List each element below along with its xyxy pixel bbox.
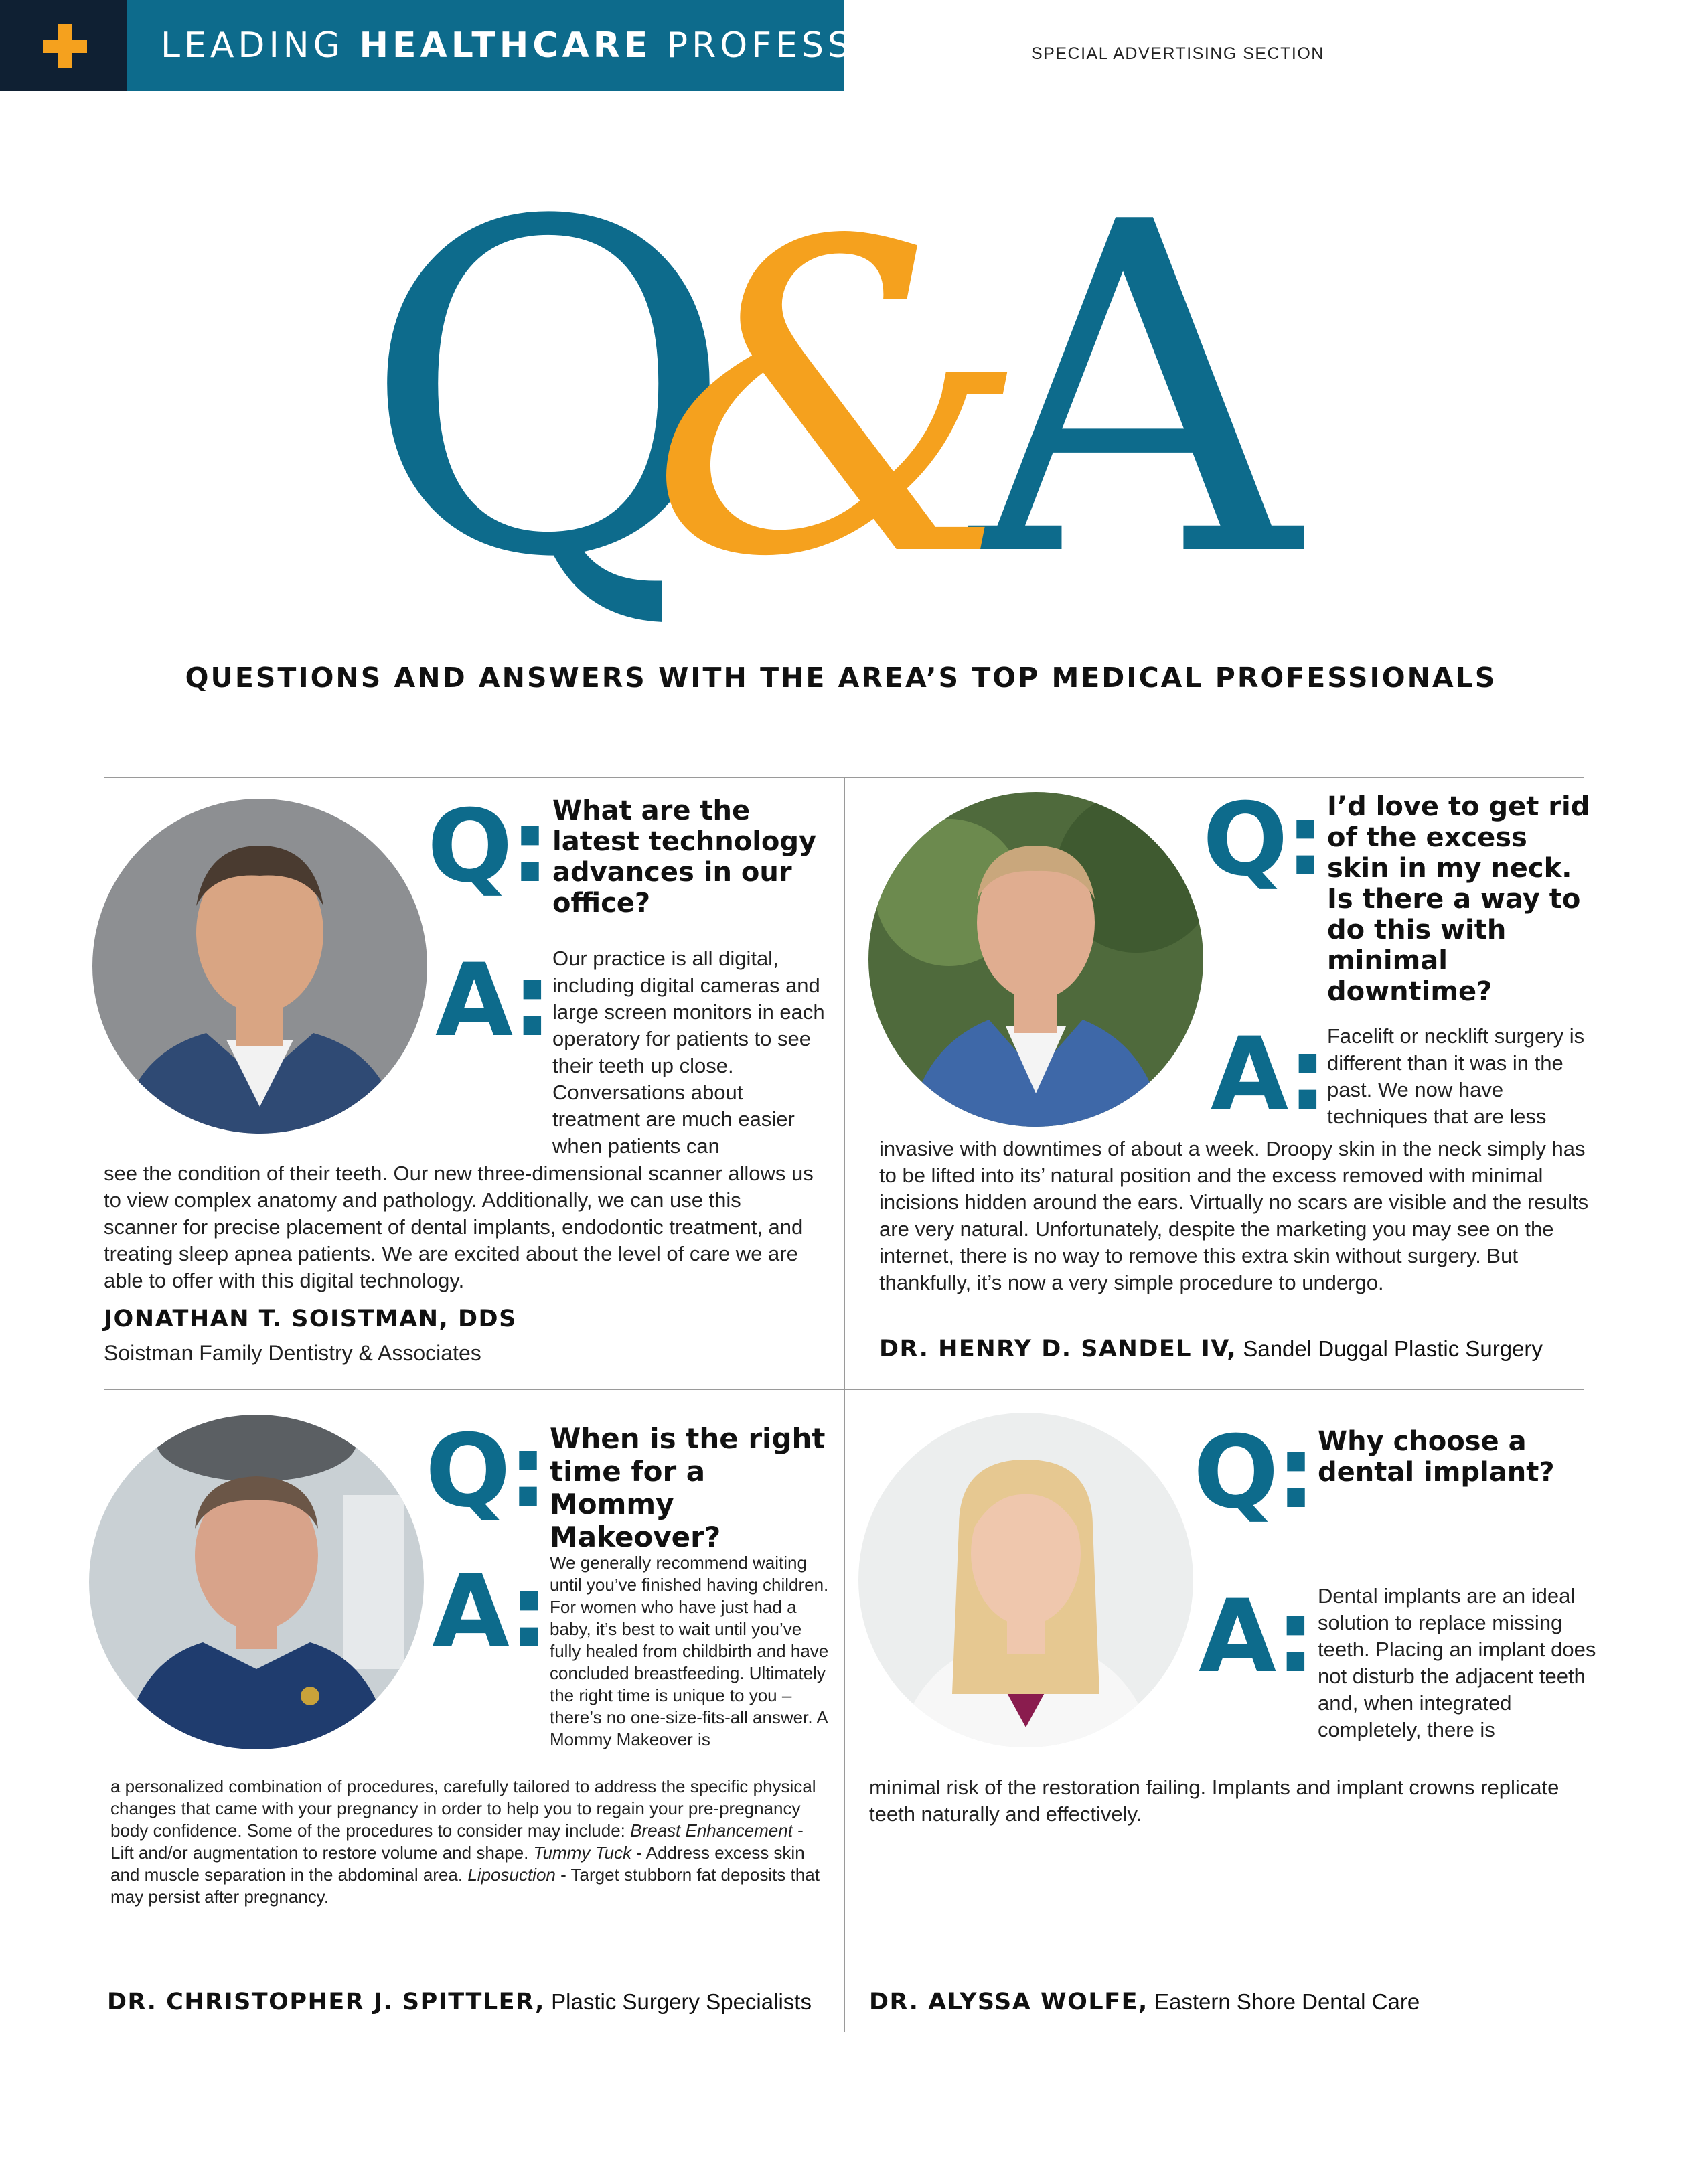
q-label: Q:: [427, 789, 548, 905]
header-band: [127, 0, 1007, 91]
question-2: I’d love to get rid of the excess skin in my neck. Is there a way to do this with minimal downtime?: [1327, 791, 1590, 1007]
practice-name-4: Eastern Shore Dental Care: [1154, 1989, 1420, 2014]
plus-icon-bar: [43, 40, 87, 53]
question-1: What are the latest technology advances in our office?: [552, 795, 817, 919]
answer-2-rest: invasive with downtimes of about a week. Droopy skin in the neck simply has to be lifted into its’ natural position and the excess removed with minimal incisions hidden around the ears. Virtually no scars are visible and the results are very natural. Unfortunately, despite the marketing you may see on the internet, there is no way to remove this extra skin without surgery. But thankfully, it’s now a very simple procedure to undergo.: [879, 1137, 1589, 1294]
doctor-photo-sandel: [868, 792, 1203, 1127]
question-3: When is the right time for a Mommy Makeover?: [550, 1422, 826, 1553]
q-label: Q:: [1193, 1415, 1314, 1531]
doctor-photo-spittler: [89, 1415, 424, 1749]
doctor-name-3: DR. CHRISTOPHER J. SPITTLER, Plastic Surgery Specialists: [107, 1988, 812, 2015]
logo-q: Q: [362, 201, 735, 629]
doctor-name-1: JONATHAN T. SOISTMAN, DDS: [104, 1306, 517, 1332]
a-label: A:: [432, 1554, 546, 1670]
a-label: A:: [435, 943, 550, 1059]
logo-ampersand: &: [649, 201, 1031, 629]
page-subtitle: QUESTIONS AND ANSWERS WITH THE AREA’S TOP MEDICAL PROFESSIONALS: [185, 661, 1497, 694]
doctor-name-2: DR. HENRY D. SANDEL IV, Sandel Duggal Plastic Surgery: [879, 1336, 1543, 1362]
a-label: A:: [1211, 1016, 1325, 1133]
answer-4-rest: minimal risk of the restoration failing. Implants and implant crowns replicate teeth naturally and effectively.: [869, 1776, 1559, 1826]
section-title: LEADING HEALTHCARE PROFESSIONALS: [161, 25, 1007, 66]
q-label: Q:: [1203, 782, 1323, 899]
answer-3-top: We generally recommend waiting until you’ve finished having children. For women who have just had a baby, it’s best to wait until you’ve fully healed from childbirth and have concluded breastfeeding. Ultimately the right time is unique to you – there’s no one-size-fits-all answer. A Mommy Makeover is: [550, 1553, 829, 1749]
answer-2-top: Facelift or necklift surgery is different than it was in the past. We now have techniques that are less: [1327, 1024, 1585, 1128]
answer-4-top: Dental implants are an ideal solution to replace missing teeth. Placing an implant does not disturb the adjacent teeth and, when integrated completely, there is: [1318, 1584, 1596, 1741]
logo-a: A: [971, 201, 1300, 629]
doctor-photo-soistman: [92, 799, 427, 1134]
answer-1-top: Our practice is all digital, including digital cameras and large screen monitors in each operatory for patients to see their teeth up close. Conversations about treatment are much easier when patients can: [552, 947, 825, 1158]
practice-name-2: Sandel Duggal Plastic Surgery: [1243, 1336, 1543, 1361]
a-label: A:: [1199, 1579, 1313, 1695]
doctor-name-4: DR. ALYSSA WOLFE, Eastern Shore Dental Care: [869, 1988, 1420, 2015]
answer-3-rest: a personalized combination of procedures, carefully tailored to address the specific physical changes that came with your pregnancy in order to help you to regain your pre-pregnancy body confidence. Some of the procedures to consider may include: Breast Enhancement - Lift and/or augmentation to restore volume and shape. Tummy Tuck - Address excess skin and muscle separation in the abdominal area. Liposuction - Target stubborn fat deposits that may persist after pregnancy.: [110, 1776, 820, 1907]
doctor-photo-wolfe: [858, 1413, 1193, 1747]
qa-logo: [362, 201, 1366, 629]
question-4: Why choose a dental implant?: [1318, 1426, 1555, 1488]
divider-vertical: [844, 777, 845, 2032]
special-advertising-label: SPECIAL ADVERTISING SECTION: [1031, 44, 1324, 63]
practice-name-3: Plastic Surgery Specialists: [551, 1989, 812, 2014]
practice-name-1: Soistman Family Dentistry & Associates: [104, 1341, 481, 1365]
q-label: Q:: [425, 1413, 546, 1530]
header-plus-box: [0, 0, 127, 91]
answer-1-rest: see the condition of their teeth. Our new three-dimensional scanner allows us to view complex anatomy and pathology. Additionally, we can use this scanner for precise placement of dental implants, endodontic treatment, and treating sleep apnea patients. We are excited about the level of care we are able to offer with this digital technology.: [104, 1162, 814, 1292]
